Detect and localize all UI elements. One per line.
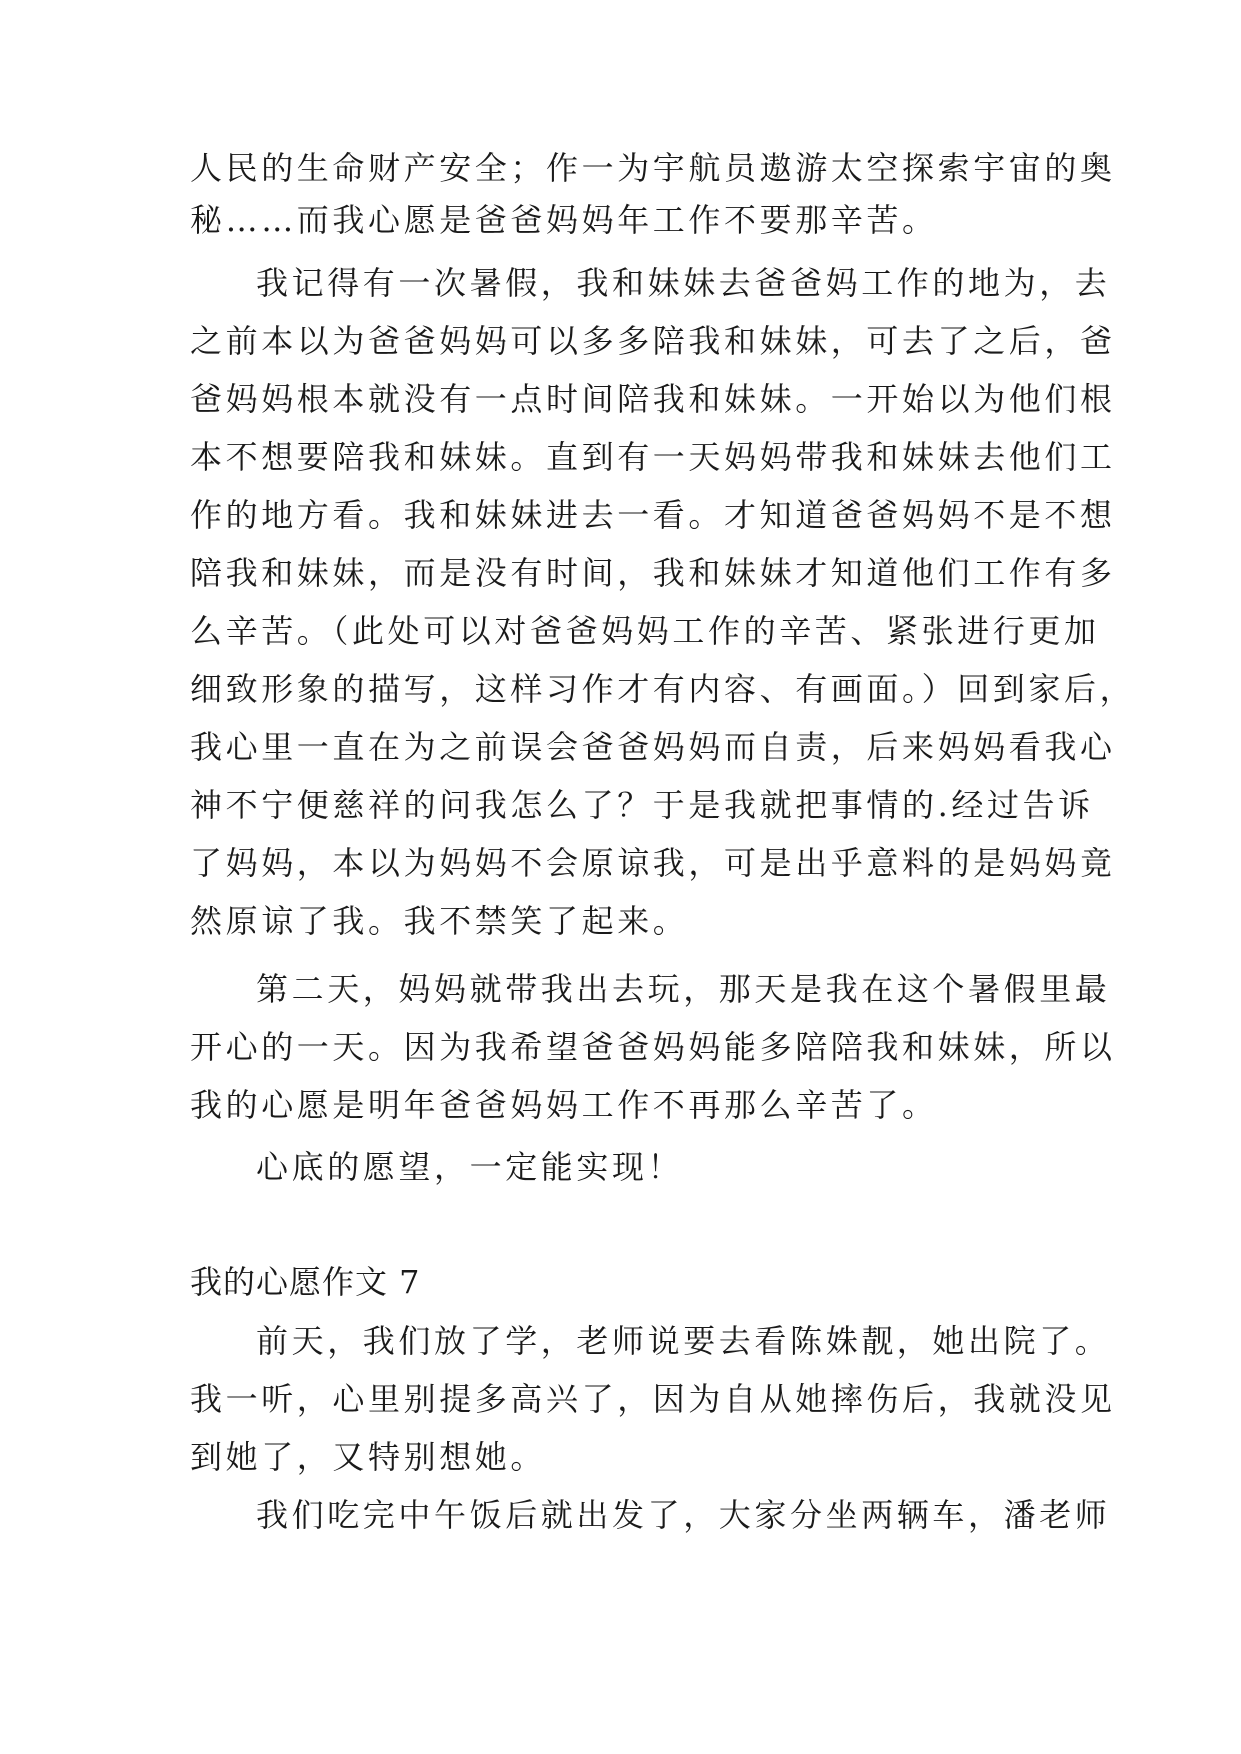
paragraph-start-line: 前天，我们放了学，老师说要去看陈姝靓，她出院了。 [256,1322,1111,1360]
paragraph-start-line: 心底的愿望，一定能实现！ [256,1148,684,1186]
text-line: 之前本以为爸爸妈妈可以多多陪我和妹妹，可去了之后，爸 [190,322,1116,360]
text-line: 到她了，又特别想她。 [190,1438,547,1476]
text-line: 秘……而我心愿是爸爸妈妈年工作不要那辛苦。 [190,201,938,239]
text-line: 陪我和妹妹，而是没有时间，我和妹妹才知道他们工作有多 [190,554,1116,592]
paragraph-start-line: 第二天，妈妈就带我出去玩，那天是我在这个暑假里最 [256,970,1111,1008]
text-line: 作的地方看。我和妹妹进去一看。才知道爸爸妈妈不是不想 [190,496,1116,534]
section-heading: 我的心愿作文 7 [190,1263,421,1301]
text-line: 我一听，心里别提多高兴了，因为自从她摔伤后，我就没见 [190,1380,1116,1418]
paragraph-start-line: 我记得有一次暑假，我和妹妹去爸爸妈工作的地为，去 [256,264,1111,302]
text-line: 人民的生命财产安全；作一为宇航员遨游太空探索宇宙的奥 [190,149,1116,187]
text-line: 细致形象的描写，这样习作才有内容、有画面。）回到家后， [190,670,1136,708]
text-line: 本不想要陪我和妹妹。直到有一天妈妈带我和妹妹去他们工 [190,438,1116,476]
text-line: 么辛苦。（此处可以对爸爸妈妈工作的辛苦、紧张进行更加 [190,612,1100,650]
text-line: 然原谅了我。我不禁笑了起来。 [190,902,689,940]
text-line: 了妈妈，本以为妈妈不会原谅我，可是出乎意料的是妈妈竟 [190,844,1116,882]
text-line: 我的心愿是明年爸爸妈妈工作不再那么辛苦了。 [190,1086,938,1124]
text-line: 开心的一天。因为我希望爸爸妈妈能多陪陪我和妹妹，所以 [190,1028,1116,1066]
text-line: 神不宁便慈祥的问我怎么了？于是我就把事情的.经过告诉 [190,786,1094,824]
text-line: 我心里一直在为之前误会爸爸妈妈而自责，后来妈妈看我心 [190,728,1116,766]
text-line: 爸妈妈根本就没有一点时间陪我和妹妹。一开始以为他们根 [190,380,1116,418]
paragraph-start-line: 我们吃完中午饭后就出发了，大家分坐两辆车，潘老师 [256,1496,1111,1534]
